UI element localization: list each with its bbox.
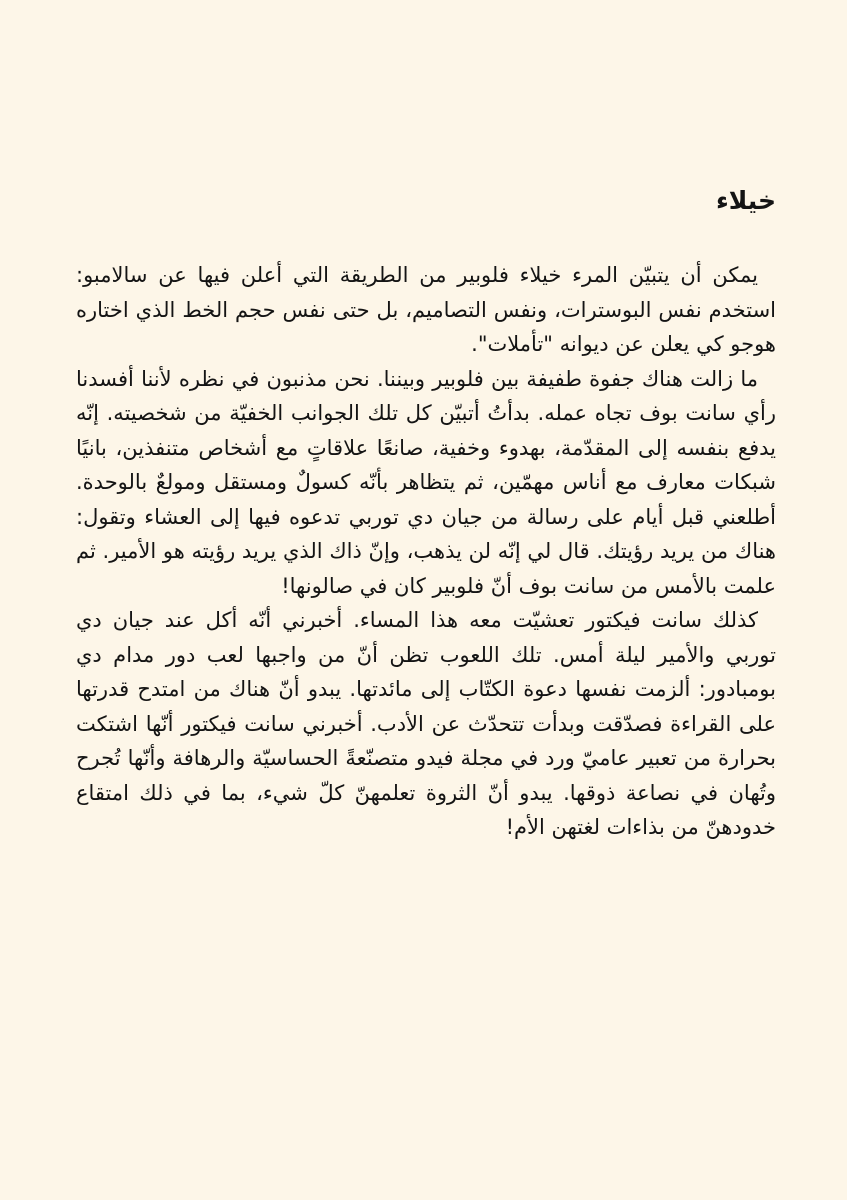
paragraph-3: كذلك سانت فيكتور تعشيّت معه هذا المساء. أخبرني أنّه أكل عند جيان دي توربي والأمير ليلة أمس. تلك اللعوب تظن أنّ من واجبها لعب دور مدام دي بومبادور: ألزمت نفسها دعوة الكتّاب إلى مائدتها. يبدو أنّ هناك من امتدح قدرتها على القراءة فصدّقت وبدأت تتحدّث عن الأدب. أخبرني سانت فيكتور أنّها اشتكت بحرارة من تعبير عاميّ ورد في مجلة فيدو متصنّعةً الحساسيّة والرهافة وأنّها تُجرح وتُهان في نصاعة ذوقها. يبدو أنّ الثروة تعلمهنّ كلّ شيء، بما في ذلك امتقاع خدودهنّ من بذاءات لغتهن الأم! [76,608,776,839]
document-body [76,184,776,845]
paragraph-2: ما زالت هناك جفوة طفيفة بين فلوبير وبيننا. نحن مذنبون في نظره لأننا أفسدنا رأي سانت بوف تجاه عمله. بدأتُ أتبيّن كل تلك الجوانب الخفيّة من شخصيته. إنّه يدفع بنفسه إلى المقدّمة، بهدوء وخفية، صانعًا علاقاتٍ مع أشخاص متنفذين، بانيًا شبكات معارف مع أناس مهمّين، ثم يتظاهر بأنّه كسولٌ ومستقل ومولعٌ بالوحدة. أطلعني قبل أيام على رسالة من جيان دي توربي تدعوه فيها إلى العشاء وتقول: هناك من يريد رؤيتك. قال لي إنّه لن يذهب، وإنّ ذاك الذي يريد رؤيته هو الأمير. ثم علمت بالأمس من سانت بوف أنّ فلوبير كان في صالونها! [76,366,776,598]
paragraph-1: يمكن أن يتبيّن المرء خيلاء فلوبير من الطريقة التي أعلن فيها عن سالامبو: استخدم نفس البوسترات، ونفس التصاميم، بل حتى نفس حجم الخط الذي اختاره هوجو كي يعلن عن ديوانه "تأملات". [76,263,776,356]
document-title: خيلاء [716,186,776,215]
